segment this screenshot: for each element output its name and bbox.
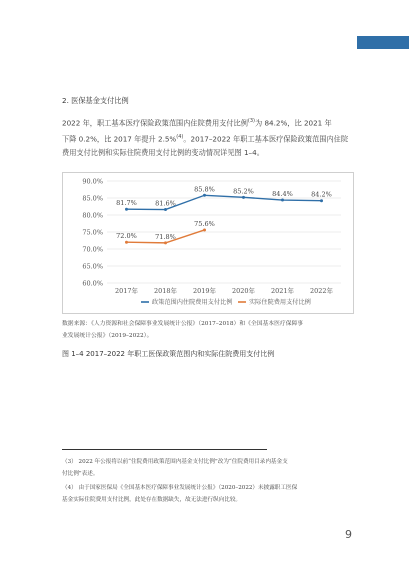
data-label: 71.8% (155, 232, 176, 241)
x-tick-label: 2019年 (192, 287, 217, 295)
footnote-line: 基金实际住院费用支付比例，此处存在数据缺失，故无法进行纵向比较。 (62, 497, 242, 503)
chapter-tab-marker (357, 36, 409, 49)
y-tick-label: 90.0% (82, 177, 103, 186)
data-point (125, 241, 128, 244)
data-label: 84.4% (272, 190, 293, 199)
page-number: 9 (345, 528, 352, 541)
data-point (242, 196, 245, 199)
data-label: 75.6% (194, 219, 215, 228)
x-tick-label: 2022年 (309, 287, 334, 295)
footnote-line: （4） 由于国家医保局《全国基本医疗保障事业发展统计公报》（2020–2022）未披露职工医保 (62, 485, 298, 491)
footnote-3 (62, 456, 352, 480)
data-label: 72.0% (116, 232, 137, 241)
y-tick-label: 75.0% (82, 228, 103, 237)
data-label: 84.2% (311, 190, 332, 199)
data-point (320, 199, 323, 202)
x-tick-label: 2018年 (153, 287, 178, 295)
data-point (164, 241, 167, 244)
data-label: 85.2% (233, 187, 254, 196)
x-tick-label: 2017年 (114, 287, 139, 295)
x-tick-label: 2021年 (270, 287, 295, 295)
section-heading: 2. 医保基金支付比例 (62, 96, 129, 105)
y-tick-label: 80.0% (82, 211, 103, 220)
footnote-ref-4[interactable]: (4) (176, 134, 184, 140)
y-tick-label: 60.0% (82, 279, 103, 288)
body-paragraph-line-3: 费用支付比例和实际住院费用支付比例的变动情况详见图 1–4。 (62, 148, 264, 157)
line-chart (63, 173, 353, 313)
paragraph-text: 2022 年，职工基本医疗保险政策范围内住院费用支付比例 (62, 118, 248, 128)
data-point (164, 208, 167, 211)
data-point (203, 228, 206, 231)
data-label: 81.6% (155, 199, 176, 208)
data-point (125, 208, 128, 211)
paragraph-text: 为 84.2%，比 2021 年 (255, 118, 332, 128)
y-tick-label: 70.0% (82, 245, 103, 254)
footnote-4 (62, 482, 352, 506)
data-label: 85.8% (194, 185, 215, 194)
source-line: 业发展统计公报》（2019–2022）。 (62, 333, 153, 339)
footnote-divider (62, 449, 267, 450)
data-point (203, 194, 206, 197)
y-tick-label: 85.0% (82, 194, 103, 203)
source-line: 数据来源：《人力资源和社会保障事业发展统计公报》（2017–2018）和《全国基本医疗保障事 (62, 321, 304, 327)
footnote-line: 付比例”表述。 (62, 471, 99, 477)
legend-label: 政策范围内住院费用支付比例 (152, 299, 233, 306)
data-source-note (62, 318, 352, 342)
legend-label: 实际住院费用支付比例 (249, 299, 311, 306)
figure-caption: 图 1–4 2017–2022 年职工医保政策范围内和实际住院费用支付比例 (62, 350, 275, 358)
footnote-line: （3） 2022 年公报将以前“住院费用政策范围内基金支付比例”改为“住院费用目录内基金支 (62, 459, 288, 465)
paragraph-text: 下降 0.2%，比 2017 年提升 2.5% (62, 134, 177, 144)
paragraph-text: 。2017–2022 年职工基本医疗保险政策范围内住院 (183, 134, 349, 144)
data-point (281, 199, 284, 202)
x-tick-label: 2020年 (231, 287, 256, 295)
footnote-ref-3[interactable]: (3) (247, 118, 255, 124)
y-tick-label: 65.0% (82, 262, 103, 271)
data-label: 81.7% (116, 199, 137, 208)
chart-frame (62, 172, 354, 314)
